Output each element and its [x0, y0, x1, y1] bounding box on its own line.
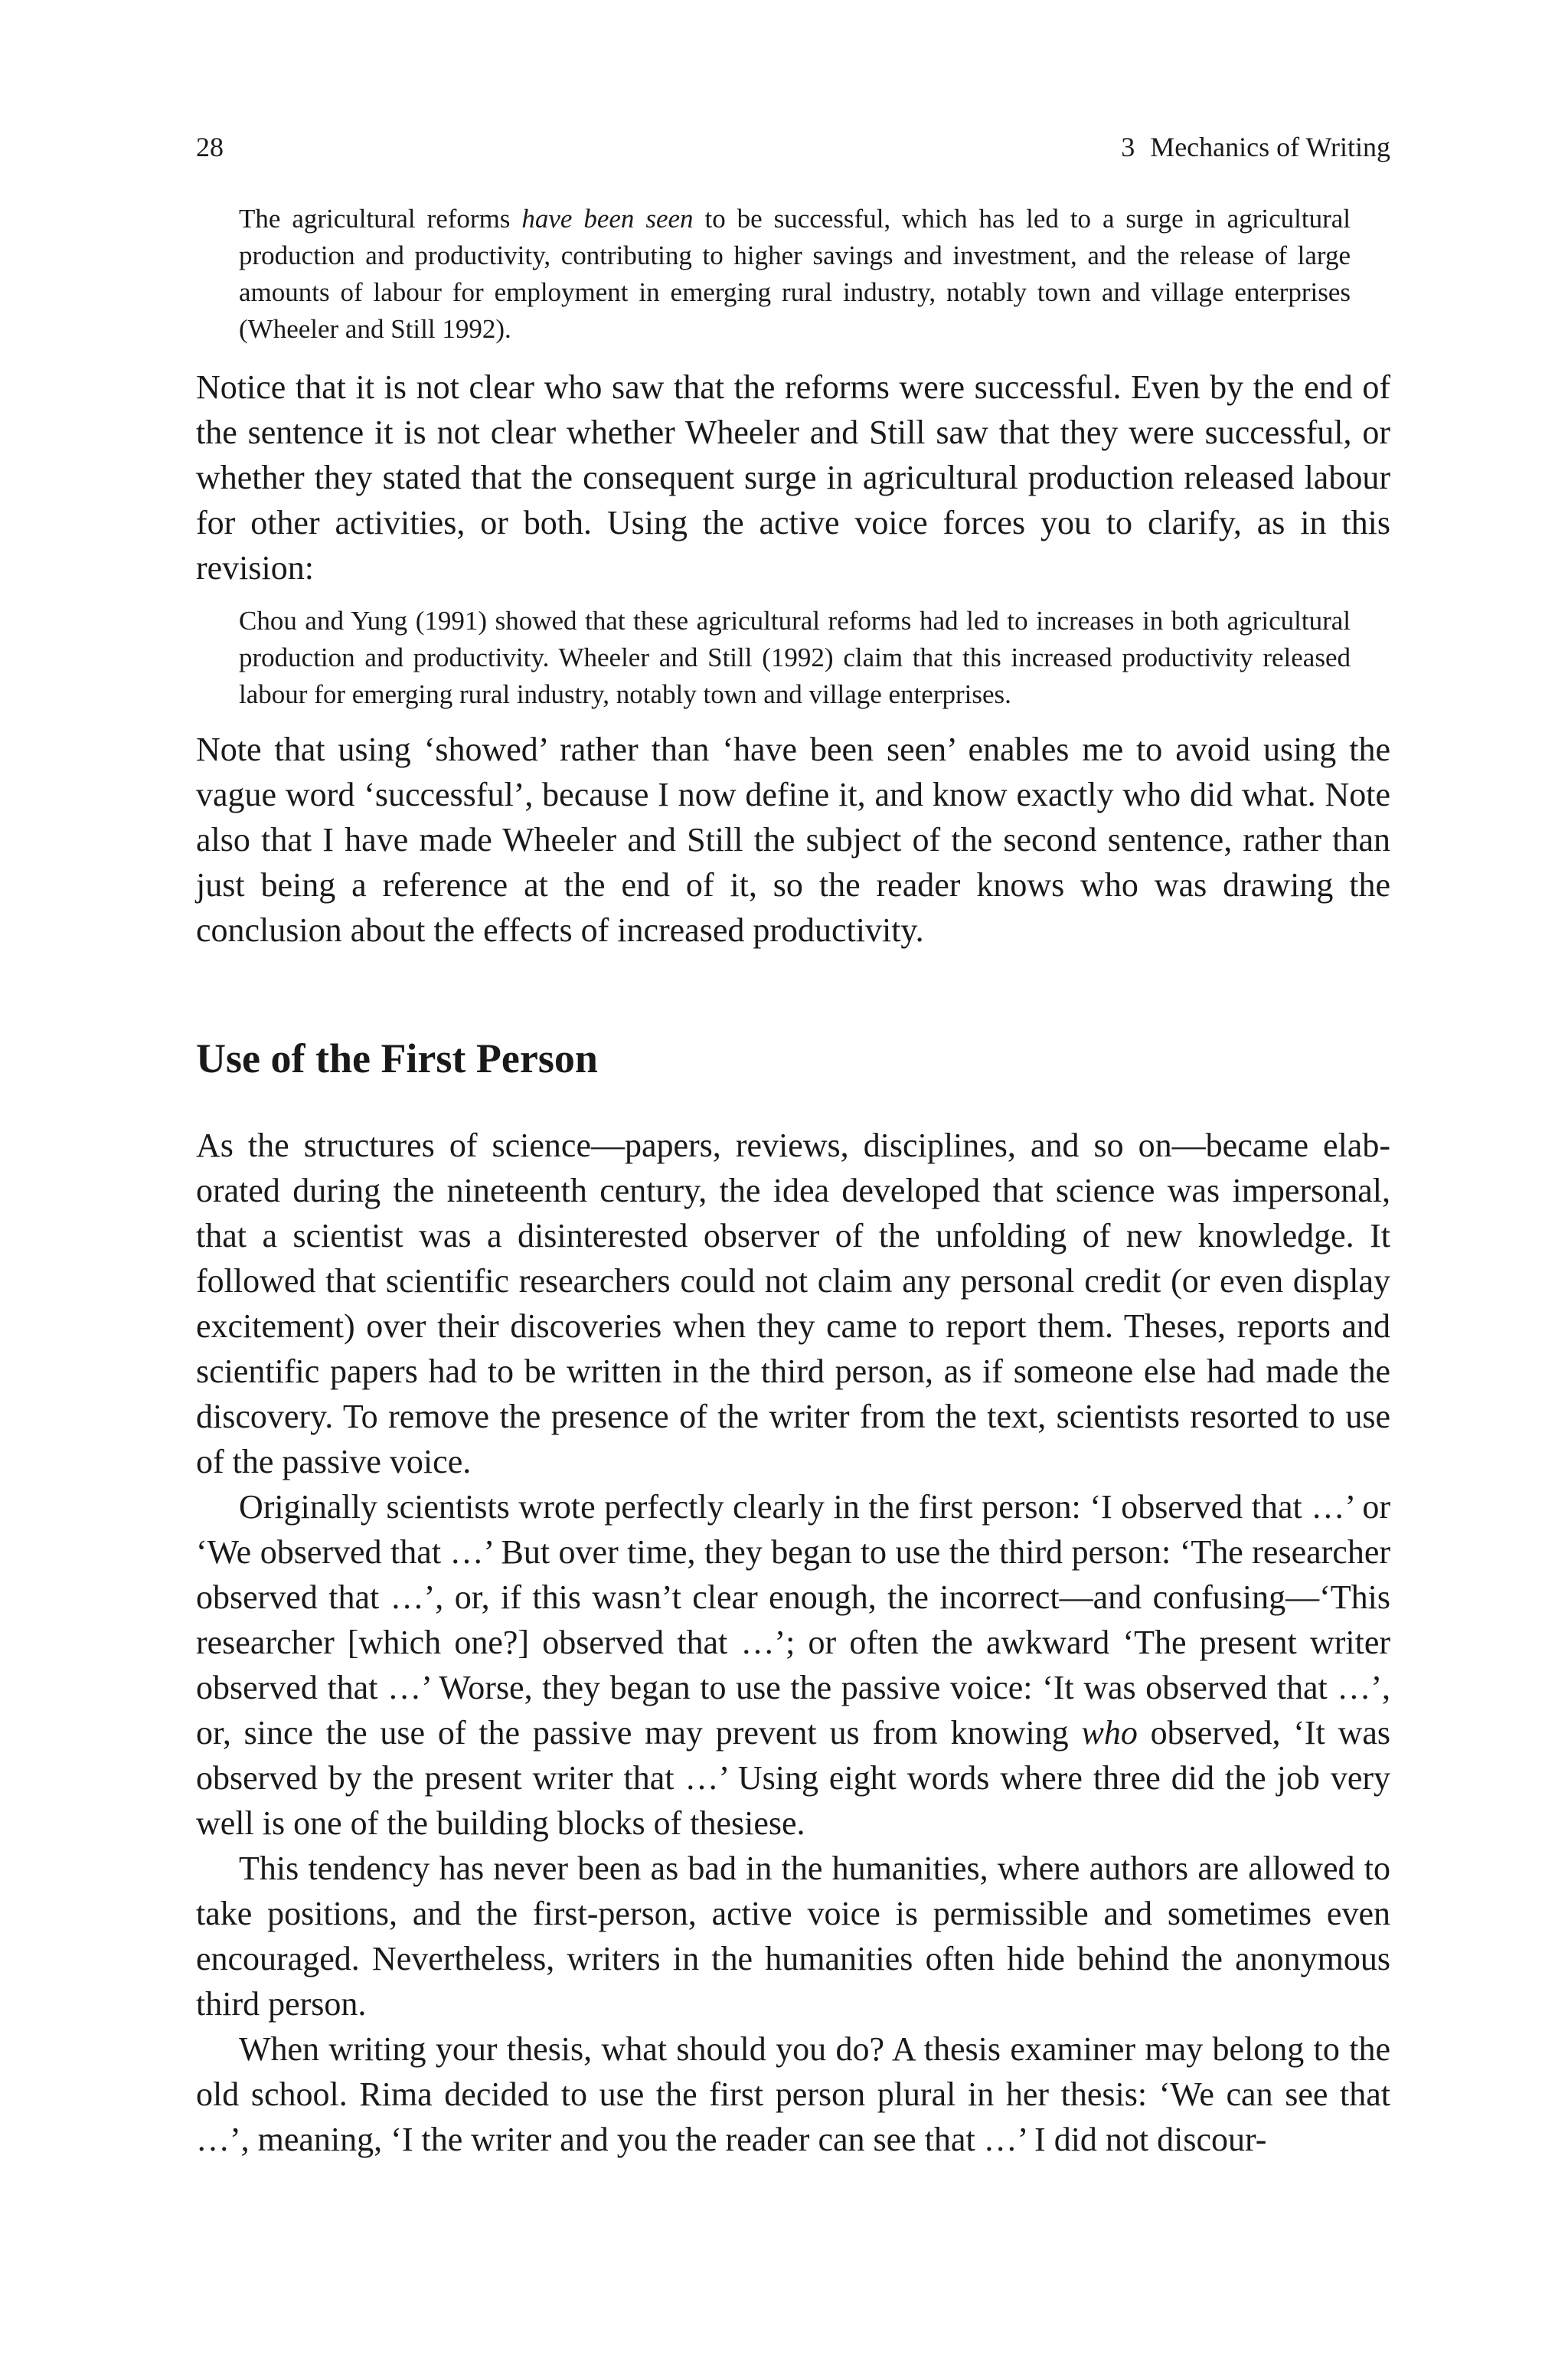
- block-quote-original: [239, 201, 1351, 348]
- body-paragraph-notice: Notice that it is not clear who saw that the reforms were successful. Even by the end of the sentence it is not clear whether Wheeler and Still saw that they were successful, or whether they stated that the consequent surge in agricultural production released labour for other activities, or both. Using the active voice forces you to clarify, as in this revision:: [196, 368, 1390, 587]
- quote-emphasis: have been seen: [521, 204, 694, 234]
- body-paragraph-structures: As the structures of science—papers, reviews, disciplines, and so on—became elaborated during the nineteenth century, the idea developed that science was impersonal, that a scientist was a disinterested observer of the unfolding of new knowledge. It followed that scientific researchers could not claim any personal credit (or even display excitement) over their discoveries when they came to report them. Theses, reports and scientific papers had to be written in the third person, as if someone else had made the discovery. To remove the presence of the writer from the text, scientists resorted to use of the passive voice.: [196, 1127, 1390, 1480]
- chapter-number: 3: [1121, 132, 1135, 162]
- body-paragraph-note: Note that using ‘showed’ rather than ‘have been seen’ enables me to avoid using the vague word ‘successful’, because I now define it, and know exactly who did what. Note also that I have made Wheeler and Still the subject of the second sentence, rather than just being a reference at the end of it, so the reader knows who was drawing the conclusion about the effects of increased productivity.: [196, 731, 1390, 949]
- paragraph-text-start: Originally scientists wrote perfectly clearly in the first person: ‘I observed that …’ or ‘We observed that …’ But over time, they began to use the third person: ‘The researcher observed that …’, or, if this wasn’t clear enough, the incorrect—and confusing—‘This researcher [which one?] observed that …’; or often the awkward ‘The present writer observed that …’ Worse, they began to use the passive voice: ‘It was observed that …’, or, since the use of the passive may prevent us from knowing: [196, 1488, 1390, 1752]
- chapter-title: Mechanics of Writing: [1150, 132, 1390, 162]
- quote-text-start: The agricultural reforms: [239, 204, 522, 234]
- quote-text-end: to be successful, which has led to a surge in agricultural production and productivity, contributing to higher savings and investment, and the release of large amounts of labour for employment in emerging rural industry, notably town and village enterprises (Wheeler and Still 1992).: [239, 204, 1351, 344]
- page-number: 28: [196, 132, 224, 162]
- body-paragraph-humanities: This tendency has never been as bad in the humanities, where authors are allowed to take positions, and the first-person, active voice is permissible and sometimes even encouraged. Nevertheless, writers in the humanities often hide behind the anonymous third person.: [196, 1850, 1390, 2023]
- block-quote-revision: Chou and Yung (1991) showed that these agricultural reforms had led to increases in both agricultural production and productivity. Wheeler and Still (1992) claim that this increased productivity released labour for emerging rural industry, notably town and village enterprises.: [239, 606, 1351, 709]
- page-content: [196, 201, 1390, 2162]
- page-header: [196, 129, 1390, 165]
- paragraph-emphasis: who: [1081, 1714, 1138, 1752]
- paragraph-text-end: observed, ‘It was observed by the present writer that …’ Using eight words where three did the job very well is one of the building blocks of thesiese.: [196, 1714, 1390, 1842]
- running-head: [1121, 129, 1390, 165]
- section-heading: Use of the First Person: [196, 1035, 598, 1081]
- body-paragraph-thesis: When writing your thesis, what should you do? A thesis examiner may belong to the old school. Rima decided to use the first person plural in her thesis: ‘We can see that …’, meaning, ‘I the writer and you the reader can see that …’ I did not discour-: [196, 2030, 1390, 2158]
- body-paragraph-originally: [196, 1484, 1390, 1846]
